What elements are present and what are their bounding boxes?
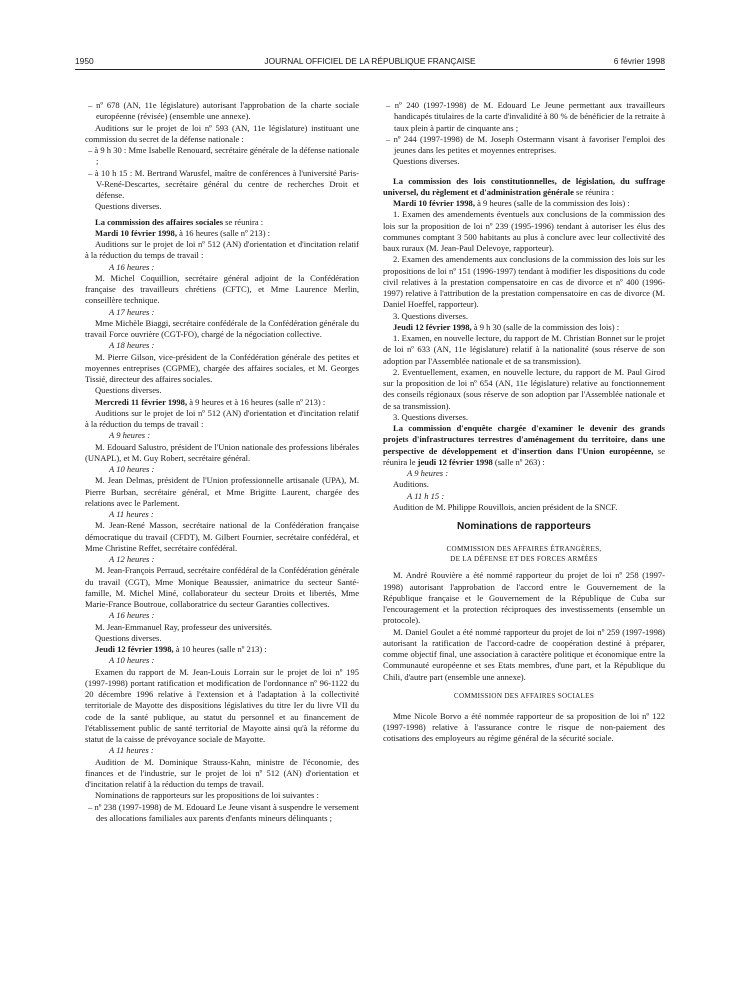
paragraph: 1. Examen, en nouvelle lecture, du rapport de M. Christian Bonnet sur le projet de loi nº 633 (AN, 11e législature) relatif à la nationalité (sous réserve de son adoption par l'Assemblée nationale et de sa transmission).	[383, 333, 665, 366]
time-slot: A 9 heures :	[109, 430, 151, 441]
paragraph: Audition de M. Philippe Rouvillois, ancien président de la SNCF.	[393, 501, 618, 512]
time-slot: A 18 heures :	[109, 340, 155, 351]
subsection-title-line2: DE LA DÉFENSE ET DES FORCES ARMÉES	[450, 555, 598, 564]
paragraph: Nominations de rapporteurs sur les propositions de loi suivantes :	[95, 790, 319, 801]
time-slot: A 11 heures :	[109, 745, 154, 756]
session-date	[85, 397, 359, 408]
time-slot: A 9 heures :	[407, 468, 449, 478]
paragraph: M. Jean-René Masson, secrétaire national de la Confédération française démocratique du travail (CFDT), M. Gilbert Fournier, secrétaire confédéral, et Mme Christine Reffet, secrétaire confédéral.	[85, 520, 359, 553]
time-slot: A 16 heures :	[109, 261, 155, 272]
session-day: Mercredi 11 février 1998,	[95, 396, 188, 407]
paragraph: Audition de M. Dominique Strauss-Kahn, ministre de l'économie, des finances et de l'industrie, sur le projet de loi nº 512 (AN) d'orientation et d'incitation relatif à la réduction du temps de travail.	[85, 756, 359, 789]
paragraph: M. Jean-Emmanuel Ray, professeur des universités.	[95, 621, 272, 632]
section-title: Nominations de rapporteurs	[457, 521, 591, 532]
paragraph: M. Michel Coquillion, secrétaire général adjoint de la Confédération française des travailleurs chrétiens (CFTC), et Mme Laurence Merlin, conseillère technique.	[85, 272, 359, 306]
commission-suffix: se réunira :	[223, 216, 264, 227]
commission-suffix: se réunira :	[573, 186, 614, 197]
paragraph: – nº 244 (1997-1998) de M. Joseph Ostermann visant à favoriser l'emploi des jeunes dans les petites et moyennes entreprises.	[386, 133, 665, 155]
paragraph: Questions diverses.	[393, 156, 460, 167]
inquiry-heading	[383, 423, 665, 468]
session-date	[383, 198, 665, 209]
left-column	[85, 100, 359, 824]
session-time: à 9 heures et à 16 heures (salle nº 213) :	[187, 396, 326, 407]
paragraph: M. Pierre Gilson, vice-président de la Confédération générale des petites et moyennes entreprises (CGPME), chargée des affaires sociales, et M. Georges Tissié, directeur des affaires sociales.	[85, 351, 359, 384]
paragraph: M. Edouard Salustro, président de l'Union nationale des professions libérales (UNAPL), et M. Guy Robert, secrétaire général.	[85, 441, 359, 463]
time-slot: A 12 heures :	[109, 554, 155, 564]
session-day: Mardi 10 février 1998,	[393, 198, 475, 208]
paragraph: 2. Eventuellement, examen, en nouvelle lecture, du rapport de M. Paul Girod sur la proposition de loi nº 654 (AN, 11e législature) relative au fonctionnement des conseils régionaux (sous réserve de son adoption par l'Assemblée nationale et de sa transmission).	[383, 366, 665, 411]
time-slot: A 16 heures :	[109, 610, 155, 621]
subsection-title	[383, 544, 665, 564]
session-day: Jeudi 12 février 1998,	[95, 644, 174, 654]
paragraph: M. André Rouvière a été nommé rapporteur du projet de loi nº 258 (1997-1998) autorisant l'approbation de l'accord entre le Gouvernement de la République française et le Gouvernement de la République de Cuba sur l'encouragement et la protection réciproques des investissements (ensemble un protocole).	[383, 570, 665, 626]
time-slot: A 11 heures :	[109, 509, 154, 519]
inquiry-middle: se réunira le	[383, 445, 665, 467]
time-slot: A 17 heures :	[109, 306, 155, 317]
session-date	[85, 644, 359, 655]
paragraph: 3. Questions diverses.	[393, 310, 469, 321]
subsection-title: COMMISSION DES AFFAIRES SOCIALES	[453, 691, 595, 700]
paragraph: Mme Nicole Borvo a été nommée rapporteur de sa proposition de loi nº 122 (1997-1998) relative à l'assurance contre le risque de non-paiement des cotisations des employeurs au régime général de la sécurité sociale.	[383, 710, 665, 744]
paragraph: Mme Michèle Biaggi, secrétaire confédérale de la Confédération générale du travail Force ouvrière (CGT-FO), chargé de la négociation collective.	[85, 317, 359, 339]
time-slot: A 10 heures :	[109, 655, 155, 666]
session-time: à 10 heures (salle nº 213) :	[173, 644, 267, 654]
inquiry-room: (salle nº 263) :	[492, 456, 545, 467]
session-date	[85, 228, 359, 239]
session-date	[383, 322, 665, 333]
paragraph: Auditions sur le projet de loi nº 593 (AN, 11e législature) instituant une commission du secret de la défense nationale :	[85, 122, 359, 144]
paragraph: M. Daniel Goulet a été nommé rapporteur du projet de loi nº 259 (1997-1998) autorisant la ratification de l'accord-cadre de coopération destiné à préparer, comme objectif final, une association à caractère politique et économique entre la Communauté européenne et ses Etats membres, d'une part, et la République du Chili, d'autre part (ensemble une annexe).	[383, 626, 665, 682]
page-number: 1950	[75, 56, 94, 66]
paragraph: – à 10 h 15 : M. Bertrand Warusfel, maître de conférences à l'université Paris-V-René-Descartes, secrétaire général du centre de recherches Droit et défense.	[88, 167, 359, 200]
paragraph: Questions diverses.	[95, 385, 162, 396]
time-slot: A 11 h 15 :	[407, 490, 445, 501]
page-header	[75, 56, 665, 70]
inquiry-date: jeudi 12 février 1998	[417, 456, 493, 467]
paragraph: – à 9 h 30 : Mme Isabelle Renouard, secrétaire générale de la défense nationale ;	[88, 145, 359, 167]
commission-heading	[383, 176, 665, 199]
paragraph: 1. Examen des amendements éventuels aux conclusions de la commission des lois sur la proposition de loi nº 239 (1995-1996) tendant à autoriser les élus des communes comptant 3 500 habitants au plus à conclure avec leur collectivité des baux ruraux (M. Jean-Paul Delevoye, rapporteur).	[383, 209, 665, 253]
session-time: à 9 h 30 (salle de la commission des lois) :	[471, 321, 620, 332]
journal-title: JOURNAL OFFICIEL DE LA RÉPUBLIQUE FRANÇAISE	[264, 56, 476, 66]
paragraph: Auditions sur le projet de loi nº 512 (AN) d'orientation et d'incitation relatif à la réduction du temps de travail :	[85, 407, 359, 429]
session-time: à 16 heures (salle nº 213) :	[176, 227, 271, 238]
time-slot: A 10 heures :	[109, 464, 155, 474]
paragraph: Auditions sur le projet de loi nº 512 (AN) d'orientation et d'incitation relatif à la réduction du temps de travail :	[85, 239, 359, 261]
paragraph: Questions diverses.	[95, 632, 162, 643]
subsection-title-line1: COMMISSION DES AFFAIRES ÉTRANGÈRES,	[446, 545, 602, 554]
paragraph: – nº 678 (AN, 11e législature) autorisant l'approbation de la charte sociale européenne (révisée) (ensemble une annexe).	[88, 100, 359, 122]
commission-name: La commission des affaires sociales	[95, 216, 224, 227]
paragraph: Examen du rapport de M. Jean-Louis Lorrain sur le projet de loi nº 195 (1997-1998) portant ratification et modification de l'ordonnance nº 96-1122 du 20 décembre 1996 relative à l'extension et à l'adaptation à la collectivité territoriale de Mayotte des dispositions législatives du titre Ier du livre VII du code de la santé publique, au statut du personnel et au financement de l'établissement public de santé territorial de Mayotte ainsi qu'à la réforme du statut de la caisse de prévoyance sociale de Mayotte.	[85, 666, 359, 744]
session-time: à 9 heures (salle de la commission des lois) :	[474, 198, 630, 208]
paragraph: 3. Questions diverses.	[393, 411, 469, 422]
session-day: Mardi 10 février 1998,	[95, 227, 177, 238]
header-rule	[75, 69, 665, 70]
commission-name: La commission des lois constitutionnelles, de législation, du suffrage universel, du règlement et d'administration générale	[383, 175, 665, 197]
inquiry-name: La commission d'enquête chargée d'examiner le devenir des grands projets d'infrastructures terrestres d'aménagement du territoire, dans une perspective de développement et d'insertion dans l'Union européenne,	[383, 423, 665, 456]
paragraph: Questions diverses.	[95, 201, 162, 212]
paragraph: M. Jean Delmas, président de l'Union professionnelle artisanale (UPA), M. Pierre Burban, secrétaire général, et Mme Brigitte Laurent, chargée des relations avec le Parlement.	[85, 475, 359, 508]
commission-heading	[85, 217, 359, 228]
paragraph: 2. Examen des amendements aux conclusions de la commission des lois sur les propositions de loi nº 151 (1996-1997) tendant à modifier les dispositions du code civil relatives à la prestation compensatoire en cas de divorce et nº 400 (1996-1997) relative à l'attribution de la prestation compensatoire en cas de divorce (M. Daniel Hoeffel, rapporteur).	[383, 254, 665, 310]
issue-date: 6 février 1998	[613, 56, 665, 66]
right-column	[383, 100, 665, 745]
paragraph: Auditions.	[393, 479, 429, 490]
paragraph: M. Jean-François Perraud, secrétaire confédéral de la Confédération générale du travail (CGT), Mme Monique Beaussier, animatrice du secteur Santé-famille, M. Michel Miné, collaborateur du secteur Droits et libertés, Mme Marie-France Boutroue, collaboratrice du secteur Garanties collectives.	[85, 565, 359, 609]
session-day: Jeudi 12 février 1998,	[393, 321, 472, 332]
paragraph: – nº 238 (1997-1998) de M. Edouard Le Jeune visant à suspendre le versement des allocations familiales aux parents d'enfants mineurs délinquants ;	[88, 801, 359, 823]
paragraph: – nº 240 (1997-1998) de M. Edouard Le Jeune permettant aux travailleurs handicapés titulaires de la carte d'invalidité à 80 % de bénéficier de la retraite à taux plein à partir de cinquante ans ;	[386, 100, 665, 133]
